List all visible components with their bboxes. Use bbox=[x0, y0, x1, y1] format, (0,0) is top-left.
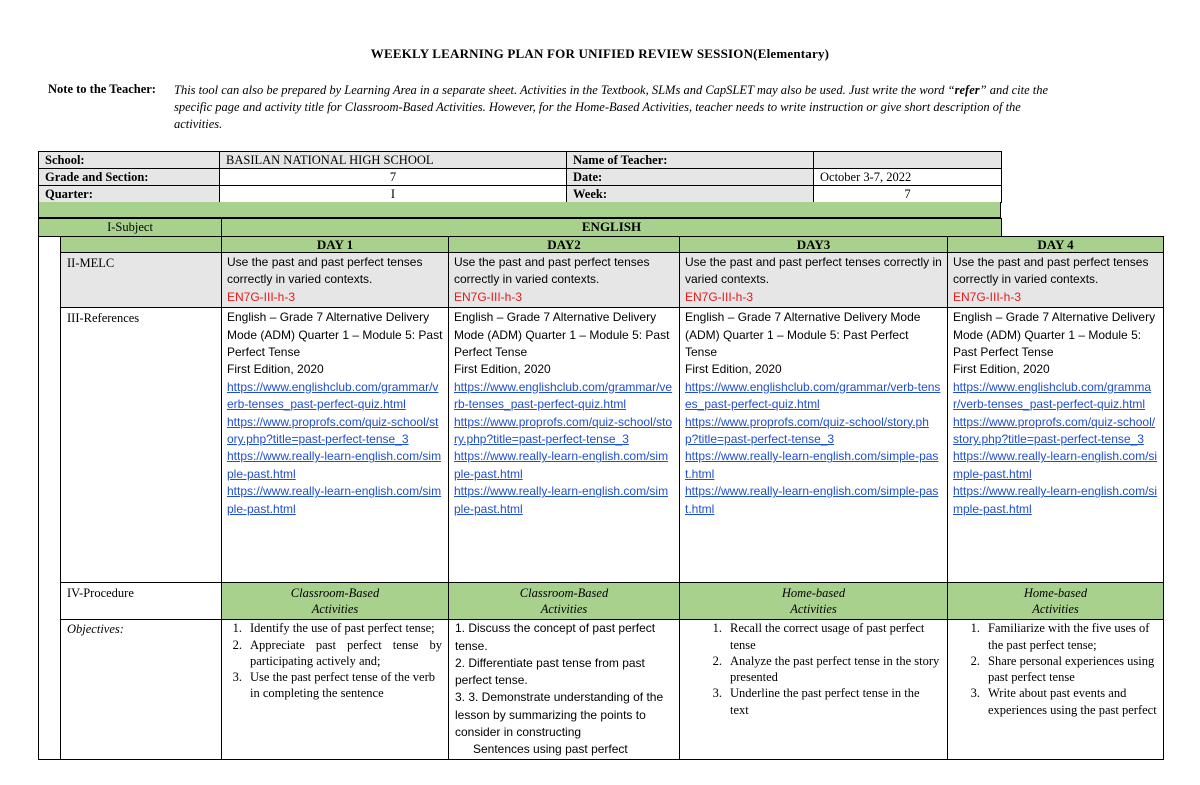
plan-table bbox=[38, 218, 1002, 237]
melc-code: EN7G-III-h-3 bbox=[685, 289, 754, 304]
procedure-line-1: Home-based bbox=[781, 586, 846, 601]
references-day-2 bbox=[449, 308, 680, 583]
procedure-line-2: Activities bbox=[311, 602, 359, 617]
reference-link[interactable]: https://www.really-learn-english.com/simple-past.html bbox=[227, 449, 442, 481]
quarter-value: I bbox=[220, 186, 567, 203]
reference-edition: First Edition, 2020 bbox=[454, 362, 551, 377]
reference-link[interactable]: https://www.englishclub.com/grammar/verb-tenses_past-perfect-quiz.html bbox=[454, 379, 673, 412]
date-label: Date: bbox=[567, 169, 814, 186]
day-1-header: DAY 1 bbox=[222, 237, 449, 253]
procedure-line-1: Classroom-Based bbox=[290, 586, 380, 601]
note-text-part-1: This tool can also be prepared by Learning Area in a separate sheet. Activities in the Textbook, SLMs and CapSLET may also be used. Just write the word “ bbox=[174, 83, 955, 97]
reference-link[interactable]: https://www.really-learn-english.com/simple-past.html bbox=[227, 484, 442, 516]
procedure-day-2 bbox=[449, 583, 680, 620]
reference-link[interactable]: https://www.really-learn-english.com/simple-past.html bbox=[953, 484, 1158, 516]
references-day-3 bbox=[680, 308, 948, 583]
reference-edition: First Edition, 2020 bbox=[227, 362, 324, 377]
reference-link[interactable]: https://www.really-learn-english.com/simple-past.html bbox=[953, 449, 1158, 481]
list-item: 2. Share personal experiences using past perfect tense bbox=[970, 653, 1155, 685]
procedure-day-1 bbox=[222, 583, 449, 620]
reference-edition: First Edition, 2020 bbox=[685, 362, 782, 377]
green-separator bbox=[38, 202, 1001, 218]
objectives-day-4 bbox=[948, 620, 1164, 759]
reference-text: English – Grade 7 Alternative Delivery Mode (ADM) Quarter 1 – Module 5: Past Perfect Tense bbox=[953, 310, 1156, 360]
list-item: 2. Analyze the past perfect tense in the story presented bbox=[712, 653, 940, 685]
procedure-day-4 bbox=[948, 583, 1164, 620]
note-bold-word: refer bbox=[954, 83, 980, 97]
reference-text: English – Grade 7 Alternative Delivery Mode (ADM) Quarter 1 – Module 5: Past Perfect Tense bbox=[227, 310, 443, 360]
reference-link[interactable]: https://www.englishclub.com/grammar/verb-tenses_past-perfect-quiz.html bbox=[953, 379, 1152, 412]
melc-code: EN7G-III-h-3 bbox=[454, 289, 523, 304]
melc-day-2 bbox=[449, 253, 680, 308]
left-margin-column bbox=[39, 237, 61, 760]
procedure-line-2: Activities bbox=[540, 602, 588, 617]
reference-link[interactable]: https://www.proprofs.com/quiz-school/story.php?title=past-perfect-tense_3 bbox=[953, 414, 1156, 447]
melc-text: Use the past and past perfect tenses correctly in varied contexts. bbox=[685, 255, 942, 287]
note-label: Note to the Teacher: bbox=[48, 82, 156, 96]
quarter-label: Quarter: bbox=[39, 186, 220, 203]
procedure-day-3 bbox=[680, 583, 948, 620]
melc-day-3 bbox=[680, 253, 948, 308]
teacher-label: Name of Teacher: bbox=[567, 152, 814, 169]
reference-link[interactable]: https://www.really-learn-english.com/simple-past.html bbox=[685, 484, 939, 516]
list-item: 2. Differentiate past tense from past perfect tense. bbox=[455, 655, 645, 688]
list-item: 3. Use the past perfect tense of the verb in completing the sentence bbox=[232, 670, 435, 701]
list-item: 2. Appreciate past perfect tense by participating actively and; bbox=[232, 637, 442, 668]
reference-link[interactable]: https://www.really-learn-english.com/simple-past.html bbox=[685, 449, 939, 481]
note-text bbox=[174, 82, 1054, 133]
melc-code: EN7G-III-h-3 bbox=[227, 289, 296, 304]
list-item: 3. Underline the past perfect tense in the text bbox=[712, 686, 920, 717]
document-title: WEEKLY LEARNING PLAN FOR UNIFIED REVIEW SESSION(Elementary) bbox=[370, 46, 830, 61]
procedure-line-1: Classroom-Based bbox=[519, 586, 609, 601]
objectives-label: Objectives: bbox=[61, 620, 222, 759]
subject-value: ENGLISH bbox=[222, 219, 1002, 237]
melc-day-4 bbox=[948, 253, 1164, 308]
day-4-header: DAY 4 bbox=[948, 237, 1164, 253]
references-label: III-References bbox=[61, 308, 222, 583]
day-2-header: DAY2 bbox=[449, 237, 680, 253]
day-header-blank bbox=[61, 237, 222, 253]
melc-text: Use the past and past perfect tenses correctly in varied contexts. bbox=[953, 255, 1149, 287]
list-item: 1. Recall the correct usage of past perfect tense bbox=[712, 621, 925, 652]
objectives-day-3 bbox=[680, 620, 948, 759]
list-item: 1. Identify the use of past perfect tense; bbox=[232, 621, 435, 636]
list-item: 1. Familiarize with the five uses of the past perfect tense; bbox=[970, 621, 1150, 652]
reference-link[interactable]: https://www.proprofs.com/quiz-school/story.php?title=past-perfect-tense_3 bbox=[227, 414, 439, 447]
list-item: 3. 3. Demonstrate understanding of the lesson by summarizing the points to consider in constructing bbox=[455, 690, 664, 739]
list-item: 3. Write about past events and experiences using the past perfect bbox=[970, 686, 1157, 717]
references-day-1 bbox=[222, 308, 449, 583]
objectives-day-1 bbox=[222, 620, 449, 759]
reference-link[interactable]: https://www.englishclub.com/grammar/verb-tenses_past-perfect-quiz.html bbox=[227, 379, 439, 412]
procedure-line-2: Activities bbox=[1032, 602, 1079, 617]
week-label: Week: bbox=[567, 186, 814, 203]
list-item: 1. Discuss the concept of past perfect tense. bbox=[455, 621, 656, 653]
melc-day-1 bbox=[222, 253, 449, 308]
reference-link[interactable]: https://www.really-learn-english.com/simple-past.html bbox=[454, 484, 669, 516]
reference-edition: First Edition, 2020 bbox=[953, 362, 1050, 377]
melc-label: II-MELC bbox=[61, 253, 222, 308]
grade-label: Grade and Section: bbox=[39, 169, 220, 186]
reference-link[interactable]: https://www.proprofs.com/quiz-school/story.php?title=past-perfect-tense_3 bbox=[454, 414, 673, 447]
reference-link[interactable]: https://www.proprofs.com/quiz-school/story.php?title=past-perfect-tense_3 bbox=[685, 414, 929, 447]
school-value: BASILAN NATIONAL HIGH SCHOOL bbox=[220, 152, 567, 169]
reference-link[interactable]: https://www.really-learn-english.com/simple-past.html bbox=[454, 449, 669, 481]
school-label: School: bbox=[39, 152, 220, 169]
references-day-4 bbox=[948, 308, 1164, 583]
teacher-value bbox=[814, 152, 1002, 169]
melc-text: Use the past and past perfect tenses correctly in varied contexts. bbox=[454, 255, 650, 287]
procedure-line-1: Home-based bbox=[1023, 586, 1088, 601]
day-3-header: DAY3 bbox=[680, 237, 948, 253]
reference-link[interactable]: https://www.englishclub.com/grammar/verb-tenses_past-perfect-quiz.html bbox=[685, 379, 941, 412]
melc-code: EN7G-III-h-3 bbox=[953, 289, 1022, 304]
reference-text: English – Grade 7 Alternative Delivery Mode (ADM) Quarter 1 – Module 5: Past Perfect Tense bbox=[685, 310, 921, 360]
procedure-label: IV-Procedure bbox=[61, 583, 222, 620]
objectives-day-2 bbox=[449, 620, 680, 759]
info-table bbox=[38, 151, 1002, 203]
note-text-part-2: ” and cite the specific page and activity title for Classroom-Based Activities. However, for the Home-Based Activities, teacher needs to write instruction or give short description of the activities. bbox=[174, 83, 1049, 131]
grade-value: 7 bbox=[220, 169, 567, 186]
procedure-line-2: Activities bbox=[790, 602, 837, 617]
date-value: October 3-7, 2022 bbox=[814, 169, 1002, 186]
plan-grid bbox=[38, 236, 1164, 760]
list-item: Sentences using past perfect bbox=[473, 742, 628, 757]
subject-label: I-Subject bbox=[39, 219, 222, 237]
melc-text: Use the past and past perfect tenses correctly in varied contexts. bbox=[227, 255, 423, 287]
reference-text: English – Grade 7 Alternative Delivery Mode (ADM) Quarter 1 – Module 5: Past Perfect Tense bbox=[454, 310, 670, 360]
week-value: 7 bbox=[814, 186, 1002, 203]
